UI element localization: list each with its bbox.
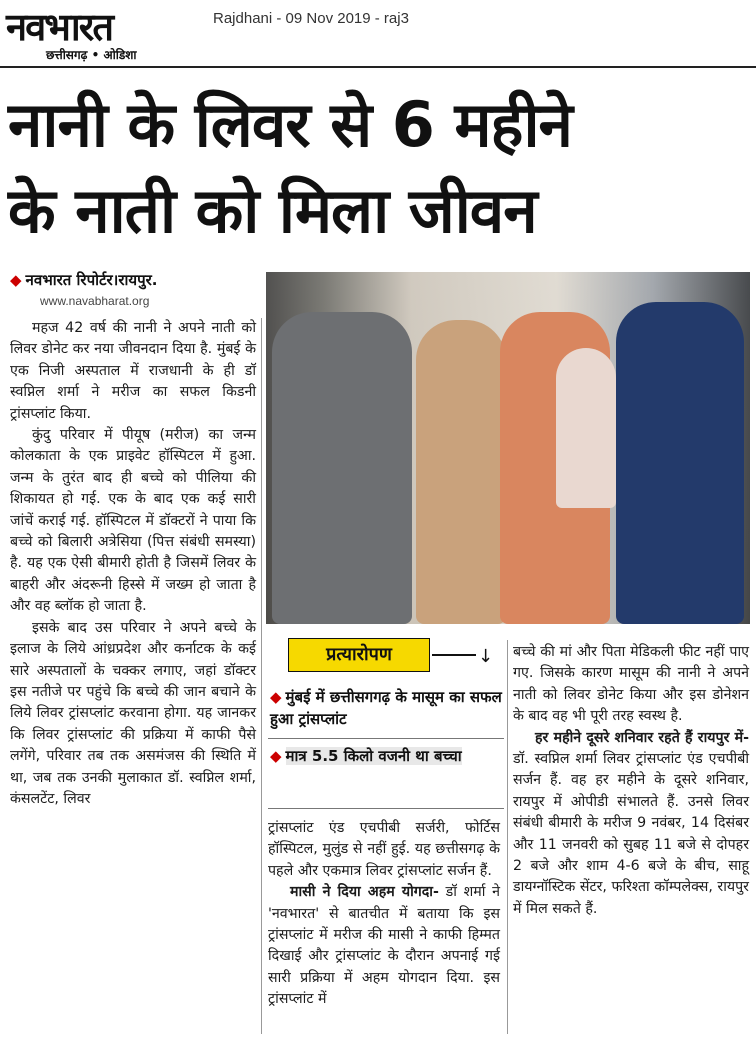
subhead: मासी ने दिया अहम योगदा-: [290, 884, 439, 901]
paragraph: कुंदु परिवार में पीयूष (मरीज) का जन्म कोलकाता के एक प्राइवेट हॉस्पिटल में हुआ. जन्म के तुरंत बाद ही बच्चे को पीलिया की शिकायत हो गई. एक के बाद एक कई सारी जांचें कराई गई. हॉस्पिटल में डॉक्टरों ने पाया कि बच्चे को बिलारी अत्रेसिया (पित्त संबंधी समस्या) है. यह एक ऐसी बीमारी होती है जिसमें लिवर के बाहरी और अंदरूनी हिस्से में जख्म हो जाता है और वह ब्लॉक हो जाता है.: [10, 427, 256, 615]
logo-subtitle: छत्तीसगढ़ • ओडिशा: [46, 48, 137, 62]
highlight-bullet: [270, 686, 510, 730]
edition-info: Rajdhani - 09 Nov 2019 - raj3: [213, 10, 409, 27]
arrow-down-icon: ↓: [478, 646, 494, 667]
diamond-icon: ◆: [270, 747, 282, 765]
article-column-2: [268, 818, 500, 1011]
headline-line-2: के नाती को मिला जीवन: [8, 174, 537, 247]
paragraph: बच्चे की मां और पिता मेडिकली फीट नहीं पाए गए. जिसके कारण मासूम की नानी ने अपने नाती को लिवर डोनेट किया और इस डोनेशन के बाद वह भी पूरी तरह स्वस्थ है.: [513, 644, 749, 725]
column-divider: [507, 640, 508, 1034]
news-photo: [266, 272, 750, 624]
bullet-text: मुंबई में छत्तीसगगढ़ के मासूम का सफल हुआ ट्रांसप्लांट: [270, 688, 502, 728]
highlight-bullet: [270, 745, 510, 767]
paragraph-text: डॉ. स्वप्निल शर्मा लिवर ट्रांसप्लांट एंड एचपीबी सर्जन हैं. वह हर महीने के दूसरे शनिवार, रायपुर में ओपीडी संभालते हैं. उनसे लिवर संबंधी बीमारी के मरीज 9 नवंबर, 14 दिसंबर और 11 जनवरी को सुबह 11 बजे से दोपहर 2 बजे और शाम 4-6 बजे के बीच, साहू डायग्नॉस्टिक सेंटर, फरिश्ता कॉम्पलेक्स, रायपुर में मिल सकते हैं.: [513, 751, 749, 917]
photo-figure-child: [556, 348, 616, 508]
logo-text: नवभारत: [6, 4, 112, 49]
section-tag: प्रत्यारोपण: [288, 638, 430, 672]
paragraph: महज 42 वर्ष की नानी ने अपने नाती को लिवर डोनेट कर नया जीवनदान दिया है. मुंबई के एक निजी अस्पताल में राजधानी के ही डॉ स्वप्निल शर्मा ने मरीज का सफल किडनी ट्रांसप्लांट किया.: [10, 320, 256, 422]
photo-figure-man: [272, 312, 412, 624]
paragraph: [268, 882, 500, 1010]
diamond-icon: ◆: [270, 688, 282, 706]
paragraph-text: डॉ शर्मा ने 'नवभारत' से बातचीत में बताया कि इस ट्रांसप्लांट में मरीज की मासी ने काफी हिम्मत दिखाई और ट्रांसप्लांट के दौरान अपनाई गई सारी प्रक्रिया में अहम योगदान दिया. इस ट्रांसप्लांट में: [268, 884, 500, 1008]
column-divider: [261, 318, 262, 1034]
headline: [8, 82, 748, 254]
top-rule: [0, 66, 756, 68]
byline-text: नवभारत रिपोर्टर।रायपुर.: [25, 271, 158, 289]
paragraph: ट्रांसप्लांट एंड एचपीबी सर्जरी, फोर्टिस हॉस्पिटल, मुलुंड से नहीं हुई. यह छत्तीसगढ़ के पहले और एकमात्र लिवर ट्रांसप्लांट सर्जन हैं.: [268, 820, 500, 879]
website: www.navabharat.org: [40, 294, 150, 308]
paragraph: [513, 728, 749, 921]
diamond-icon: ◆: [10, 271, 22, 289]
divider: [268, 808, 504, 809]
subhead: हर महीने दूसरे शनिवार रहते हैं रायपुर में-: [535, 729, 749, 746]
bullet-text: मात्र 5.5 किलो वजनी था बच्चा: [285, 747, 462, 765]
tag-rule: [432, 654, 476, 656]
article-column-1: [10, 318, 256, 810]
headline-line-1: नानी के लिवर से 6 महीने: [8, 88, 572, 161]
byline: [10, 270, 157, 290]
article-column-3: [513, 642, 749, 920]
photo-figure-woman: [416, 320, 506, 624]
masthead: [0, 0, 756, 64]
divider: [268, 738, 504, 739]
photo-figure-woman: [616, 302, 744, 624]
paragraph: इसके बाद उस परिवार ने अपने बच्चे के इलाज के लिये आंध्रप्रदेश और कर्नाटक के कई सारे अस्पतालों के चक्कर लगाए, जहां डॉक्टर इस नतीजे पर पहुंचे कि बच्चे की जान बचाने के लिये लिवर ट्रांसप्लांट करवाना होगा. यह जानकर कि लिवर ट्रांसप्लांट की प्रक्रिया में काफी पैसे लगेंगे, परिवार तब तक असमंजस की स्थिति में था, जब तक उनकी मुलाकात डॉ. स्वप्निल शर्मा, कंसलटेंट, लिवर: [10, 619, 256, 807]
newspaper-logo: [6, 4, 196, 62]
